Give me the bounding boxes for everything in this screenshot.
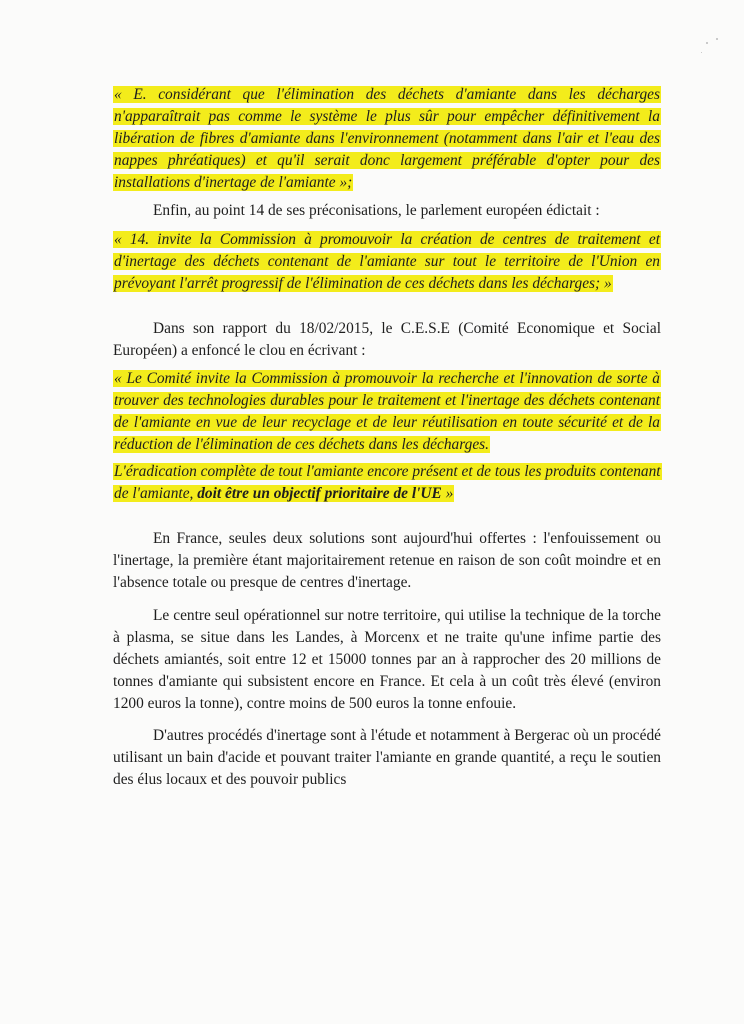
paper-speck <box>716 38 718 40</box>
quote-paragraph-14 <box>113 229 661 295</box>
quote-paragraph-e <box>113 84 661 194</box>
page-body <box>113 84 661 791</box>
body-paragraph-centre: Le centre seul opérationnel sur notre territoire, qui utilise la technique de la torche à plasma, se situe dans les Landes, à Morcenx et ne traite qu'une infime partie des déchets amiantés, soit entre 12 et 15000 tonnes par an à rapprocher des 20 millions de tonnes d'amiante qui subsistent encore en France. Et cela à un coût très élevé (environ 1200 euros la tonne), contre moins de 500 euros la tonne enfouie. <box>113 607 661 712</box>
body-paragraph-cese: Dans son rapport du 18/02/2015, le C.E.S.E (Comité Economique et Social Européen) a enfoncé le clou en écrivant : <box>113 320 661 359</box>
quote-close-mark: » <box>441 485 454 502</box>
quote-paragraph-comite <box>113 368 661 456</box>
highlighted-quote-text: « Le Comité invite la Commission à promouvoir la recherche et l'innovation de sorte à trouver des technologies durables pour le traitement et l'inertage des déchets contenant de l'amiante en vue de leur recyclage et de leur réutilisation en toute sécurité et de la réduction de l'élimination de ces déchets dans les décharges. <box>114 370 660 453</box>
emphasis-text: doit être un objectif prioritaire de l'UE <box>197 485 442 502</box>
highlighted-quote-text <box>113 463 662 502</box>
highlighted-quote-text: « 14. invite la Commission à promouvoir la création de centres de traitement et d'inertage des déchets contenant de l'amiante sur tout le territoire de l'Union en prévoyant l'arrêt progressif de l'élimination de ces déchets dans les décharges; » <box>114 231 660 292</box>
body-paragraph-autres: D'autres procédés d'inertage sont à l'étude et notamment à Bergerac où un procédé utilisant un bain d'acide et pouvant traiter l'amiante en grande quantité, a reçu le soutien des élus locaux et des pouvoir publics <box>113 727 661 788</box>
body-paragraph-france: En France, seules deux solutions sont aujourd'hui offertes : l'enfouissement ou l'inertage, la première étant majoritairement retenue en raison de son coût moindre et en l'absence totale ou presque de centres d'inertage. <box>113 530 661 591</box>
quote-text: L'éradication complète de tout l'amiante encore présent et de tous les produits contenant de l'amiante, <box>114 463 661 502</box>
paper-speck <box>701 52 702 53</box>
quote-paragraph-eradication <box>113 461 661 505</box>
highlighted-quote-text: « E. considérant que l'élimination des déchets d'amiante dans les décharges n'apparaîtrait pas comme le système le plus sûr pour empêcher définitivement la libération de fibres d'amiante dans l'environnement (notamment dans l'air et l'eau des nappes phréatiques) et qu'il serait donc largement préférable d'opter pour des installations d'inertage de l'amiante »; <box>114 86 660 191</box>
body-paragraph-enfin: Enfin, au point 14 de ses préconisations, le parlement européen édictait : <box>153 202 600 219</box>
paper-speck <box>706 42 708 44</box>
